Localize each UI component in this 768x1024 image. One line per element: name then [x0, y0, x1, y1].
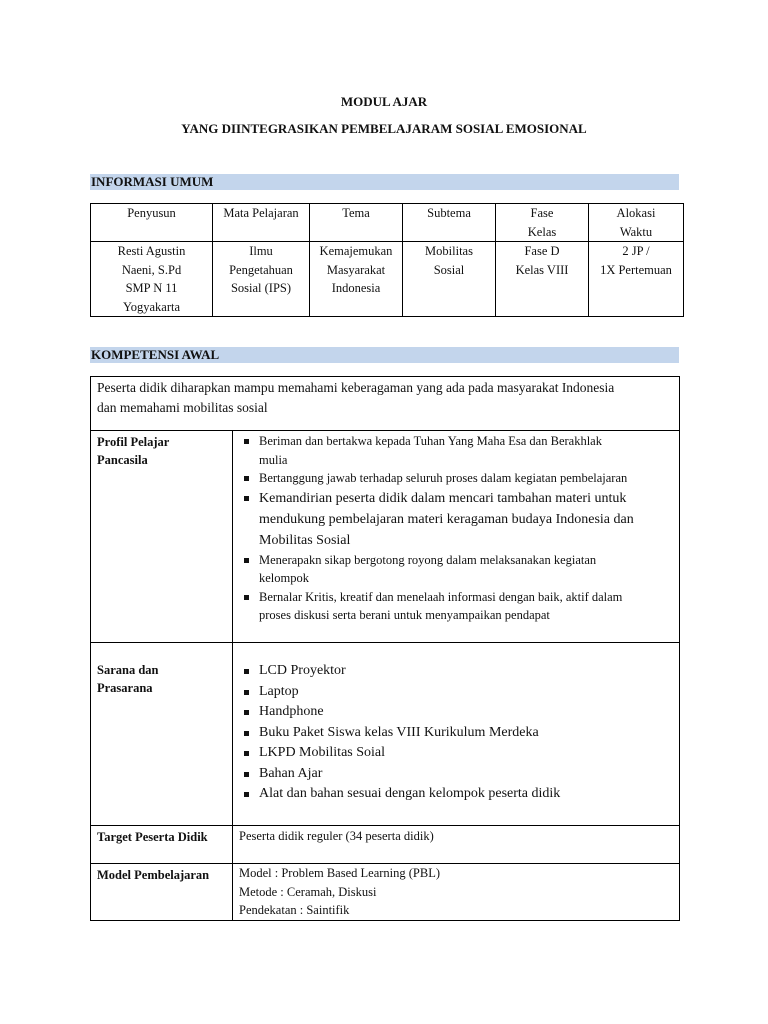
list-item: LKPD Mobilitas Soial [239, 743, 673, 764]
list-item: Menerapakn sikap bergotong royong dalam melaksanakan kegiatan kelompok [239, 551, 673, 588]
model-value: Model : Problem Based Learning (PBL) Metode : Ceramah, Diskusi Pendekatan : Saintifik [233, 864, 680, 921]
list-item: LCD Proyektor [239, 661, 673, 682]
sarana-list [239, 661, 673, 805]
model-row [91, 864, 680, 921]
list-item: Kemandirian peserta didik dalam mencari tambahan materi untuk mendukung pembelajaran materi keragaman budaya Indonesia dan Mobilitas Sosial [239, 488, 673, 551]
target-row [91, 826, 680, 864]
section-heading-kompetensi-awal: KOMPETENSI AWAL [90, 347, 679, 363]
target-label: Target Peserta Didik [91, 826, 233, 864]
header-tema: Tema [310, 204, 403, 242]
cell-alokasi-waktu: 2 JP / 1X Pertemuan [589, 242, 684, 317]
sarana-list-cell [233, 643, 680, 826]
profil-label: Profil Pelajar Pancasila [91, 431, 233, 643]
profil-row [91, 431, 680, 643]
header-fase-kelas: Fase Kelas [496, 204, 589, 242]
cell-mata-pelajaran: Ilmu Pengetahuan Sosial (IPS) [213, 242, 310, 317]
sarana-row [91, 643, 680, 826]
informasi-umum-table [90, 203, 684, 317]
list-item: Laptop [239, 682, 673, 703]
cell-fase-kelas: Fase D Kelas VIII [496, 242, 589, 317]
intro-text: Peserta didik diharapkan mampu memahami keberagaman yang ada pada masyarakat Indonesia dan memahami mobilitas sosial [91, 377, 680, 431]
list-item: Bertanggung jawab terhadap seluruh proses dalam kegiatan pembelajaran [239, 469, 673, 488]
header-penyusun: Penyusun [91, 204, 213, 242]
table-row [91, 242, 684, 317]
sarana-label: Sarana dan Prasarana [91, 643, 233, 826]
profil-list [239, 432, 673, 625]
header-alokasi-waktu: Alokasi Waktu [589, 204, 684, 242]
cell-tema: Kemajemukan Masyarakat Indonesia [310, 242, 403, 317]
cell-subtema: Mobilitas Sosial [403, 242, 496, 317]
list-item: Buku Paket Siswa kelas VIII Kurikulum Merdeka [239, 723, 673, 744]
document-subtitle: YANG DIINTEGRASIKAN PEMBELAJARAM SOSIAL EMOSIONAL [181, 121, 587, 136]
list-item: Bahan Ajar [239, 764, 673, 785]
header-mata-pelajaran: Mata Pelajaran [213, 204, 310, 242]
list-item: Handphone [239, 702, 673, 723]
table-header-row [91, 204, 684, 242]
list-item: Bernalar Kritis, kreatif dan menelaah informasi dengan baik, aktif dalam proses diskusi serta berani untuk menyampaikan pendapat [239, 588, 673, 625]
model-label: Model Pembelajaran [91, 864, 233, 921]
list-item: Alat dan bahan sesuai dengan kelompok peserta didik [239, 784, 673, 805]
profil-list-cell [233, 431, 680, 643]
section-heading-informasi-umum: INFORMASI UMUM [90, 174, 679, 190]
document-title: MODUL AJAR [340, 94, 428, 109]
list-item: Beriman dan bertakwa kepada Tuhan Yang Maha Esa dan Berakhlak mulia [239, 432, 673, 469]
intro-row [91, 377, 680, 431]
kompetensi-awal-table [90, 376, 680, 921]
target-value: Peserta didik reguler (34 peserta didik) [233, 826, 680, 864]
cell-penyusun: Resti Agustin Naeni, S.Pd SMP N 11 Yogyakarta [91, 242, 213, 317]
header-subtema: Subtema [403, 204, 496, 242]
